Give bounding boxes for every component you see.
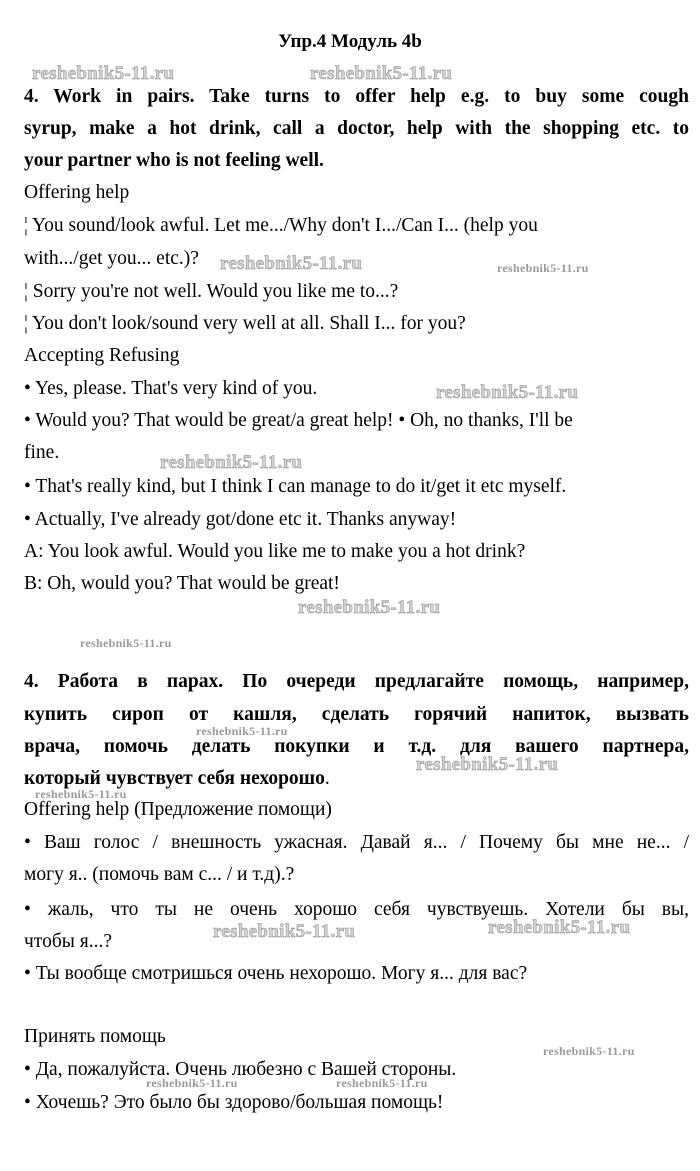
accept-line-ru: • Да, пожалуйста. Очень любезно с Вашей стороны. — [24, 1059, 457, 1080]
task-line-en-2: syrup, make a hot drink, call a doctor, help with the shopping etc. to — [24, 118, 689, 139]
offering-heading-en: Offering help — [24, 182, 130, 203]
offering-line-ru: чтобы я...? — [24, 931, 112, 952]
watermark: reshebnik5-11.ru — [32, 63, 175, 84]
task-line-ru-3: врача, помочь делать покупки и т.д. для вашего партнера, — [24, 736, 689, 757]
watermark: reshebnik5-11.ru — [543, 1044, 635, 1058]
dialogue-line-b: B: Oh, would you? That would be great! — [24, 573, 340, 594]
page-title: Упр.4 Модуль 4b — [278, 31, 422, 52]
watermark: reshebnik5-11.ru — [416, 754, 559, 775]
accepting-line-en: • Would you? That would be great/a great help! • Oh, no thanks, I'll be — [24, 410, 573, 431]
task-line-en-3: your partner who is not feeling well. — [24, 150, 324, 171]
accept-heading-ru: Принять помощь — [24, 1026, 166, 1047]
accepting-line-en: fine. — [24, 442, 60, 463]
accepting-line-en: • Yes, please. That's very kind of you. — [24, 378, 318, 399]
accepting-line-en: • That's really kind, but I think I can manage to do it/get it etc myself. — [24, 476, 567, 497]
offering-line-en: ¦ Sorry you're not well. Would you like me to...? — [24, 281, 399, 302]
accepting-line-en: • Actually, I've already got/done etc it. Thanks anyway! — [24, 509, 457, 530]
watermark: reshebnik5-11.ru — [35, 787, 127, 801]
accepting-heading-en: Accepting Refusing — [24, 345, 180, 366]
offering-line-ru: • Ваш голос / внешность ужасная. Давай я... / Почему бы мне не... / — [24, 832, 689, 853]
offering-line-en: with.../get you... etc.)? — [24, 248, 199, 269]
task-line-ru-4-text: который чувствует себя нехорошо — [24, 768, 325, 789]
watermark: reshebnik5-11.ru — [310, 63, 453, 84]
watermark: reshebnik5-11.ru — [497, 261, 589, 275]
accept-line-ru: • Хочешь? Это было бы здорово/большая помощь! — [24, 1092, 444, 1113]
watermark: reshebnik5-11.ru — [436, 382, 579, 403]
watermark: reshebnik5-11.ru — [146, 1076, 238, 1090]
offering-heading-ru: Offering help (Предложение помощи) — [24, 799, 332, 820]
watermark: reshebnik5-11.ru — [160, 452, 303, 473]
watermark: reshebnik5-11.ru — [213, 921, 356, 942]
offering-line-en: ¦ You don't look/sound very well at all. Shall I... for you? — [24, 313, 466, 334]
offering-line-ru: могу я.. (помочь вам с... / и т.д).? — [24, 864, 295, 885]
task-line-ru-1: 4. Работа в парах. По очереди предлагайте помощь, например, — [24, 671, 689, 692]
offering-line-ru: • жаль, что ты не очень хорошо себя чувствуешь. Хотели бы вы, — [24, 899, 689, 920]
dialogue-line-a: A: You look awful. Would you like me to make you a hot drink? — [24, 541, 526, 562]
watermark: reshebnik5-11.ru — [336, 1076, 428, 1090]
watermark: reshebnik5-11.ru — [196, 724, 288, 738]
watermark: reshebnik5-11.ru — [298, 597, 441, 618]
task-line-ru-4-period: . — [324, 768, 330, 789]
offering-line-en: ¦ You sound/look awful. Let me.../Why don't I.../Can I... (help you — [24, 215, 538, 236]
watermark: reshebnik5-11.ru — [220, 253, 363, 274]
task-line-ru-2: купить сироп от кашля, сделать горячий напиток, вызвать — [24, 704, 689, 725]
task-line-en-1: 4. Work in pairs. Take turns to offer help e.g. to buy some cough — [24, 86, 689, 107]
watermark: reshebnik5-11.ru — [488, 917, 631, 938]
offering-line-ru: • Ты вообще смотришься очень нехорошо. Могу я... для вас? — [24, 963, 528, 984]
watermark: reshebnik5-11.ru — [80, 636, 172, 650]
